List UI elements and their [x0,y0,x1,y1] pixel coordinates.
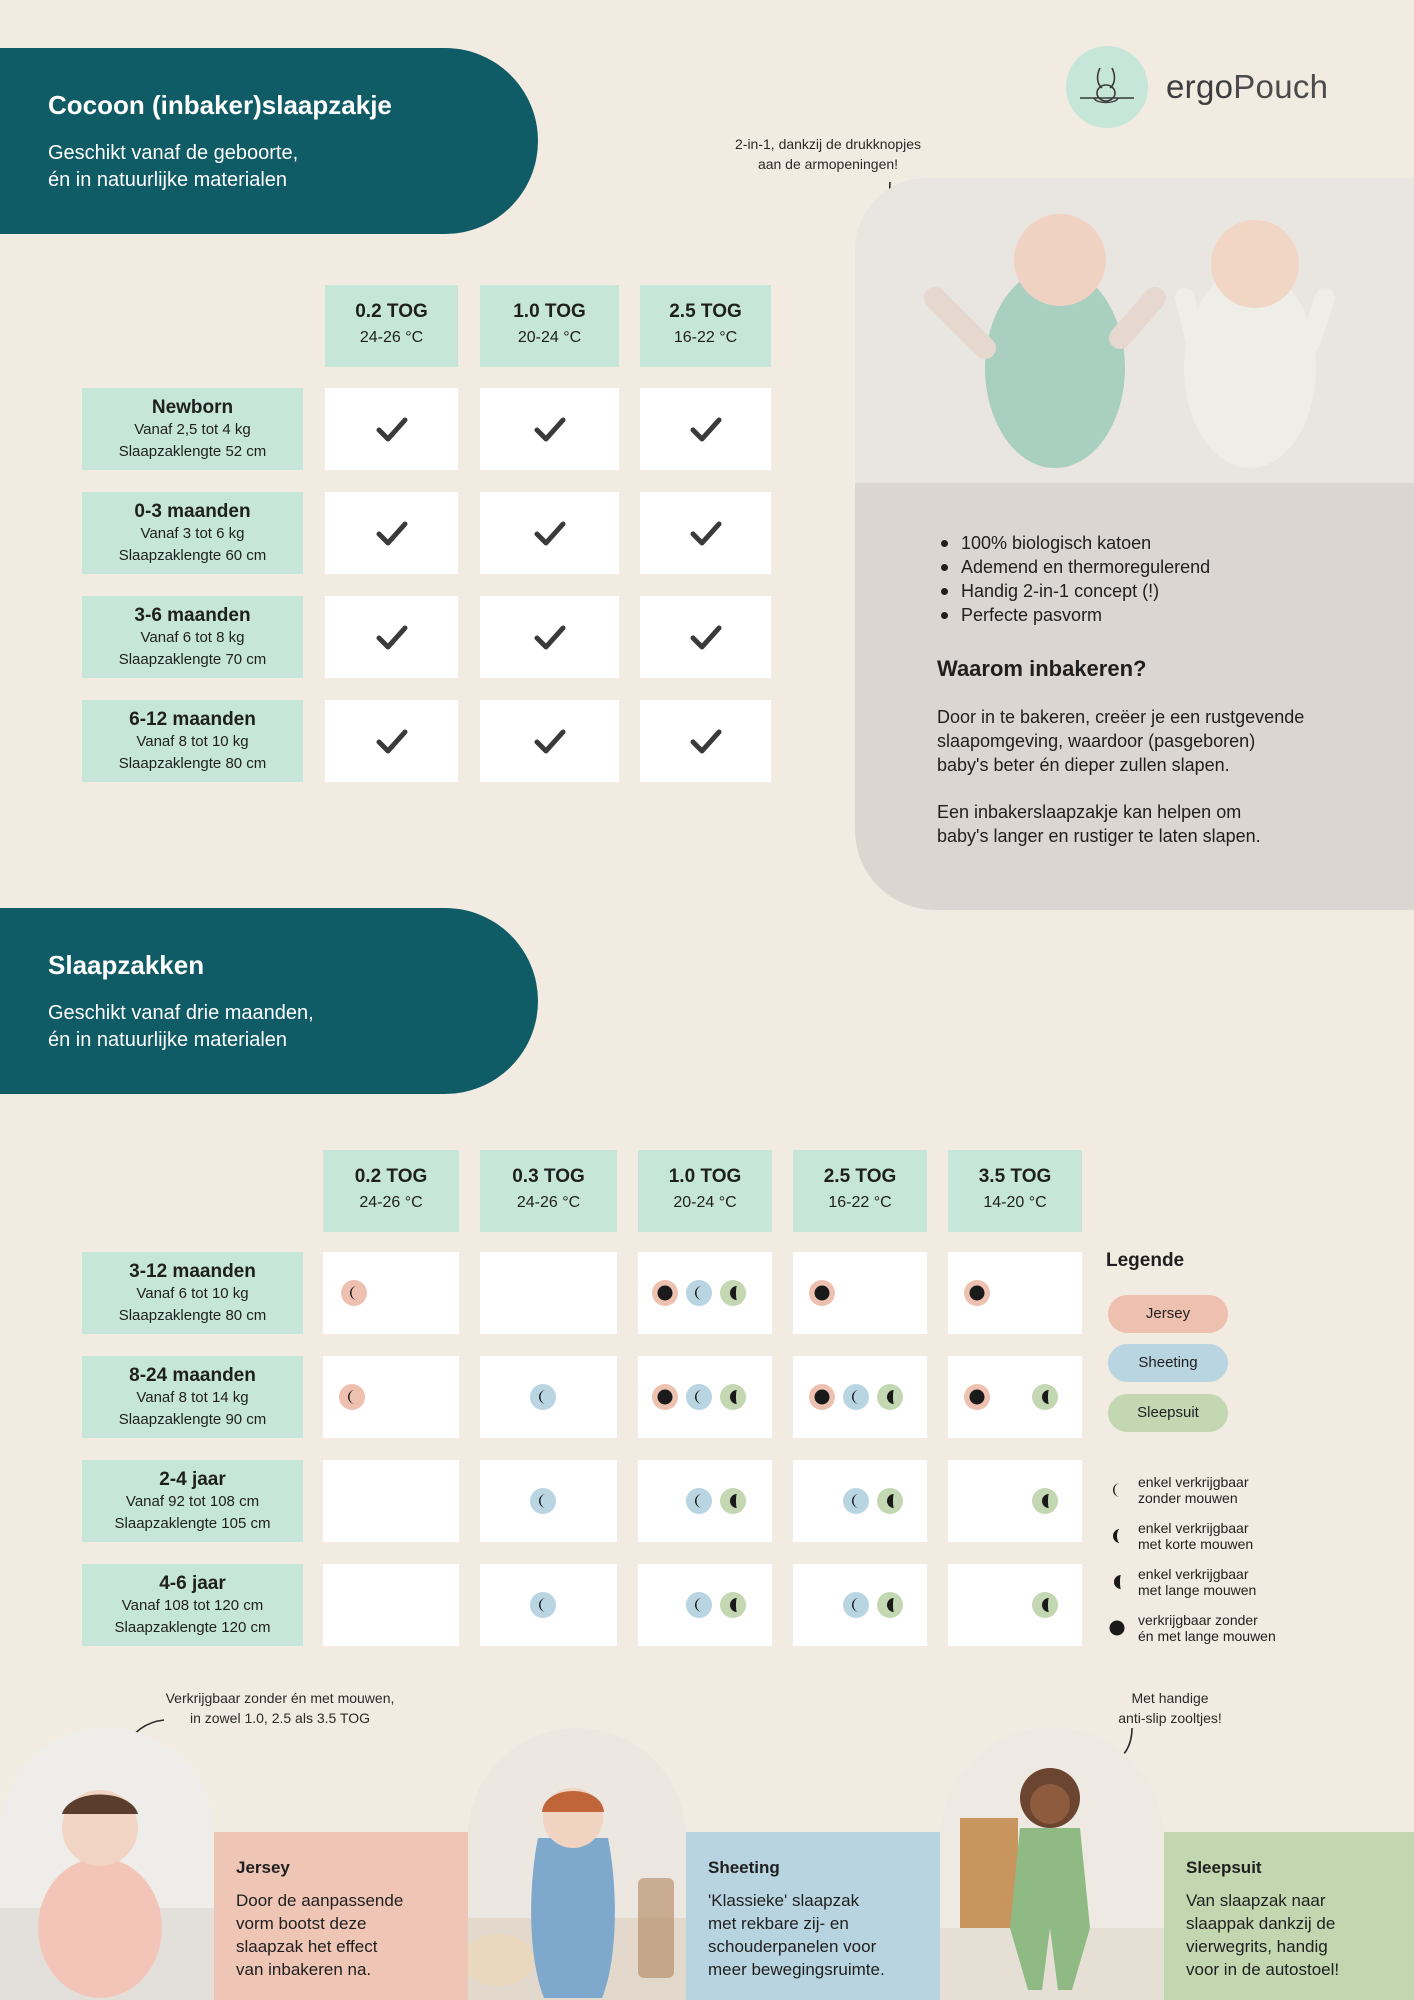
no-sleeves-icon [690,1284,708,1302]
sleepbag-cell [948,1564,1082,1646]
cocoon-cell [480,700,619,782]
availability-icons [480,1384,617,1410]
jersey-availability [652,1280,678,1306]
jersey-availability [652,1384,678,1410]
check-icon [690,520,722,546]
cocoon-subtitle-2: én in natuurlijke materialen [48,169,288,191]
brand-logo [1066,46,1328,128]
both-options-icon [813,1388,831,1406]
sleepbag-col-2: 1.0 TOG 20-24 °C [638,1150,772,1232]
sleepbag-cell [948,1356,1082,1438]
sleepbag-cell [793,1356,927,1438]
availability-icons [948,1280,1082,1306]
check-icon [690,728,722,754]
long-sleeves-icon [1036,1596,1054,1614]
long-sleeves-icon [881,1388,899,1406]
jersey-availability [809,1280,835,1306]
sheeting-availability [686,1280,712,1306]
long-sleeves-icon [1108,1573,1126,1591]
legend-sleepsuit: Sleepsuit [1108,1394,1228,1432]
check-icon [534,728,566,754]
sleepbag-cell [480,1252,617,1334]
no-sleeves-icon [690,1388,708,1406]
sleepsuit-availability [720,1592,746,1618]
sheeting-info: Sheeting 'Klassieke' slaapzak met rekbare zij- en schouderpanelen voor meer bewegingsruimte. [686,1832,940,2000]
cocoon-cell [480,388,619,470]
sleepsuit-availability [877,1384,903,1410]
check-icon [376,728,408,754]
no-sleeves-icon [343,1388,361,1406]
check-icon [534,624,566,650]
sleepbags-banner [0,908,538,1094]
babies-photo [855,178,1414,483]
bunny-logo-icon [1066,46,1148,128]
sleepbag-cell [793,1252,927,1334]
cocoon-cell [325,492,458,574]
long-sleeves-icon [881,1596,899,1614]
availability-icons [480,1488,617,1514]
sleeves-note: Verkrijgbaar zonder én met mouwen, in zowel 1.0, 2.5 als 3.5 TOG [165,1690,395,1726]
sleepbag-cell [638,1356,772,1438]
sleepbag-cell [638,1564,772,1646]
sleepbag-cell [323,1460,459,1542]
long-sleeves-icon [1036,1388,1054,1406]
sleepbag-row-label: 4-6 jaar Vanaf 108 tot 120 cm Slaapzaklengte 120 cm [82,1564,303,1646]
cocoon-banner [0,48,538,234]
availability-icons [793,1488,927,1514]
sleepbags-subtitle-2: én in natuurlijke materialen [48,1029,288,1051]
check-icon [690,624,722,650]
cocoon-row-label: Newborn Vanaf 2,5 tot 4 kg Slaapzaklengte 52 cm [82,388,303,470]
sheeting-availability [843,1384,869,1410]
cocoon-col-0: 0.2 TOG 24-26 °C [325,285,458,367]
availability-icons [793,1384,927,1410]
sheeting-title: Sheeting [708,1858,780,1877]
cocoon-col-2: 2.5 TOG 16-22 °C [640,285,771,367]
both-options-icon [968,1388,986,1406]
sleepbag-row-label: 3-12 maanden Vanaf 6 tot 10 kg Slaapzaklengte 80 cm [82,1252,303,1334]
sheeting-availability [686,1488,712,1514]
legend-short-sleeves: enkel verkrijgbaar met korte mouwen [1108,1520,1308,1552]
cocoon-features [937,531,1210,627]
long-sleeves-icon [724,1284,742,1302]
info-paragraph-1: Door in te bakeren, creëer je een rustgevende slaapomgeving, waardoor (pasgeboren) baby's beter én dieper zullen slapen. [937,707,1305,775]
jersey-availability [809,1384,835,1410]
feature-item: Perfecte pasvorm [937,603,1210,627]
sleepsuit-availability [1032,1384,1058,1410]
availability-icons [638,1592,772,1618]
feature-item: Handig 2-in-1 concept (!) [937,579,1210,603]
sleepsuit-availability [877,1488,903,1514]
cocoon-cell [640,388,771,470]
sheeting-availability [686,1592,712,1618]
legend-long-sleeves: enkel verkrijgbaar met lange mouwen [1108,1566,1308,1598]
jersey-availability [964,1384,990,1410]
availability-icons [793,1592,927,1618]
availability-icons [793,1280,927,1306]
legend-sheeting: Sheeting [1108,1344,1228,1382]
availability-icons [480,1592,617,1618]
sleepbag-cell [323,1564,459,1646]
check-icon [690,416,722,442]
sheeting-availability [686,1384,712,1410]
check-icon [376,520,408,546]
sleepsuit-info: Sleepsuit Van slaapzak naar slaappak dankzij de vierwegrits, handig voor in de autostoel! [1164,1832,1414,2000]
sleepbag-cell [480,1564,617,1646]
jersey-availability [964,1280,990,1306]
sleepbag-cell [793,1460,927,1542]
photo-note: 2-in-1, dankzij de drukknopjes aan de armopeningen! [735,136,921,172]
sleepbag-row-label: 8-24 maanden Vanaf 8 tot 14 kg Slaapzaklengte 90 cm [82,1356,303,1438]
availability-icons [323,1384,459,1410]
no-sleeves-icon [690,1596,708,1614]
sleepbag-cell [480,1356,617,1438]
long-sleeves-icon [1036,1492,1054,1510]
sleepsuit-availability [1032,1592,1058,1618]
sleepbags-title: Slaapzakken [48,950,205,980]
jersey-title: Jersey [236,1858,290,1877]
no-sleeves-icon [847,1388,865,1406]
sheeting-availability [843,1488,869,1514]
legend-title: Legende [1106,1250,1185,1271]
no-sleeves-icon [690,1492,708,1510]
legend-no-sleeves: enkel verkrijgbaar zonder mouwen [1108,1474,1308,1506]
long-sleeves-icon [724,1596,742,1614]
sleepbag-cell [948,1252,1082,1334]
cocoon-title: Cocoon (inbaker)slaapzakje [48,90,392,120]
both-options-icon [1108,1619,1126,1637]
sleepsuit-availability [720,1488,746,1514]
sleepsuit-availability [877,1592,903,1618]
legend-jersey: Jersey [1108,1295,1228,1333]
availability-icons [638,1488,772,1514]
sheeting-product-photo [468,1728,686,2000]
long-sleeves-icon [881,1492,899,1510]
sheeting-availability [530,1488,556,1514]
check-icon [534,520,566,546]
cocoon-subtitle-1: Geschikt vanaf de geboorte, [48,142,299,164]
cocoon-info-panel [855,483,1414,910]
cocoon-cell [640,492,771,574]
cocoon-cell [480,596,619,678]
cocoon-col-1: 1.0 TOG 20-24 °C [480,285,619,367]
both-options-icon [656,1284,674,1302]
availability-icons [638,1384,772,1410]
cocoon-cell [325,596,458,678]
sleepsuit-product-photo [940,1728,1164,2000]
sleepbag-cell [323,1252,459,1334]
availability-icons [638,1280,772,1306]
availability-icons [480,1280,617,1306]
jersey-availability [339,1384,365,1410]
availability-icons [948,1384,1082,1410]
brand-name: ergoPouch [1166,68,1329,105]
jersey-product-photo [0,1728,214,2000]
antislip-note: Met handige anti-slip zooltjes! [1118,1690,1222,1726]
check-icon [376,624,408,650]
cocoon-cell [325,700,458,782]
no-sleeves-icon [534,1492,552,1510]
sheeting-availability [530,1384,556,1410]
sleepbag-col-4: 3.5 TOG 14-20 °C [948,1150,1082,1232]
no-sleeves-icon [534,1596,552,1614]
sleepsuit-availability [720,1384,746,1410]
both-options-icon [656,1388,674,1406]
sleepbag-col-1: 0.3 TOG 24-26 °C [480,1150,617,1232]
sleepbag-cell [638,1252,772,1334]
jersey-availability [341,1280,367,1306]
info-heading: Waarom inbakeren? [937,656,1147,681]
cocoon-cell [640,700,771,782]
info-paragraph-2: Een inbakerslaapzakje kan helpen om baby's langer en rustiger te laten slapen. [937,802,1261,846]
availability-icons [323,1280,459,1306]
cocoon-cell [640,596,771,678]
sleepbag-col-0: 0.2 TOG 24-26 °C [323,1150,459,1232]
check-icon [376,416,408,442]
sheeting-availability [530,1592,556,1618]
no-sleeves-icon [1108,1481,1126,1499]
cocoon-row-label: 3-6 maanden Vanaf 6 tot 8 kg Slaapzaklengte 70 cm [82,596,303,678]
availability-icons [323,1488,459,1514]
sleepbag-cell [323,1356,459,1438]
long-sleeves-icon [724,1388,742,1406]
sleepbag-cell [480,1460,617,1542]
no-sleeves-icon [534,1388,552,1406]
sleepbag-col-3: 2.5 TOG 16-22 °C [793,1150,927,1232]
availability-icons [323,1592,459,1618]
sleepbag-cell [793,1564,927,1646]
cocoon-cell [325,388,458,470]
sleepbag-cell [948,1460,1082,1542]
sleepbag-cell [638,1460,772,1542]
cocoon-row-label: 0-3 maanden Vanaf 3 tot 6 kg Slaapzaklengte 60 cm [82,492,303,574]
cocoon-row-label: 6-12 maanden Vanaf 8 tot 10 kg Slaapzaklengte 80 cm [82,700,303,782]
sleepsuit-title: Sleepsuit [1186,1858,1262,1877]
legend-both: verkrijgbaar zonder én met lange mouwen [1108,1612,1308,1644]
short-sleeves-icon [1108,1527,1126,1545]
sleepsuit-availability [720,1280,746,1306]
long-sleeves-icon [724,1492,742,1510]
sheeting-availability [843,1592,869,1618]
no-sleeves-icon [847,1596,865,1614]
sleepbag-row-label: 2-4 jaar Vanaf 92 tot 108 cm Slaapzaklengte 105 cm [82,1460,303,1542]
sleepsuit-availability [1032,1488,1058,1514]
availability-icons [948,1488,1082,1514]
no-sleeves-icon [847,1492,865,1510]
feature-item: 100% biologisch katoen [937,531,1210,555]
both-options-icon [813,1284,831,1302]
check-icon [534,416,566,442]
jersey-info: Jersey Door de aanpassende vorm bootst deze slaapzak het effect van inbakeren na. [214,1832,468,2000]
sleepbags-subtitle-1: Geschikt vanaf drie maanden, [48,1002,314,1024]
feature-item: Ademend en thermoregulerend [937,555,1210,579]
cocoon-cell [480,492,619,574]
no-sleeves-icon [345,1284,363,1302]
both-options-icon [968,1284,986,1302]
availability-icons [948,1592,1082,1618]
